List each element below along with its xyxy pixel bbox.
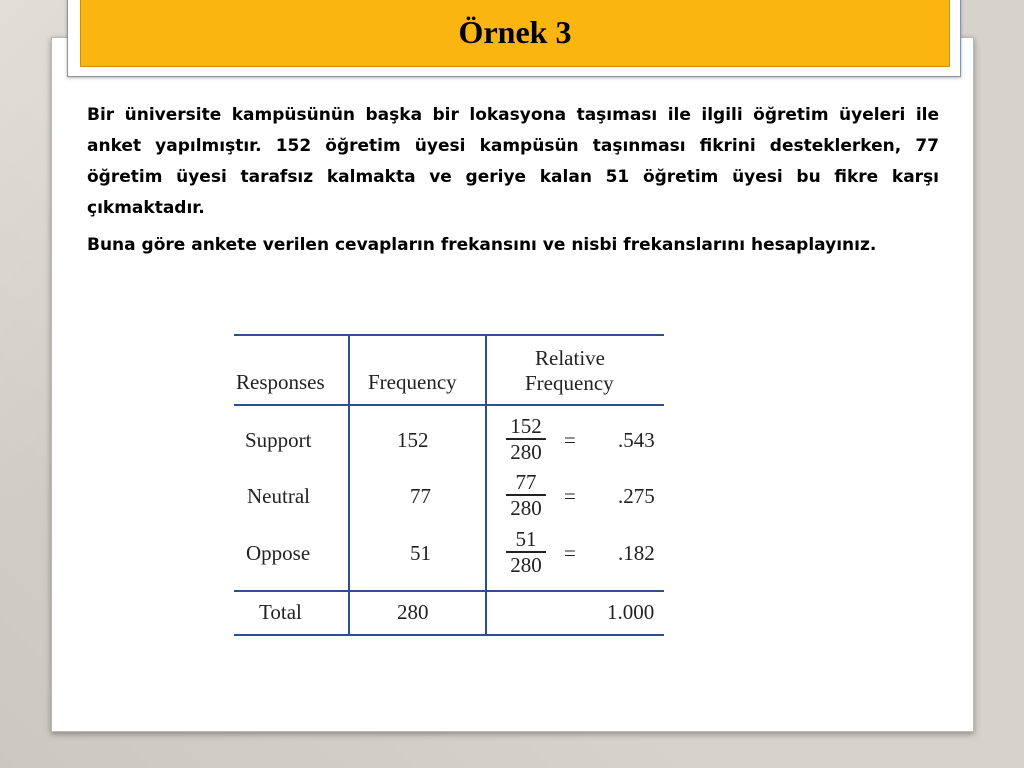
header-responses: Responses — [236, 370, 325, 394]
numerator: 77 — [515, 470, 537, 494]
total-relative: 1.000 — [607, 600, 655, 624]
paragraph-1: Bir üniversite kampüsünün başka bir lokasyona taşıması ile ilgili öğretim üyeleri ile anket yapılmıştır. 152 öğretim üyesi kampüsün taşınması fikrini desteklerken, 77 öğretim üyesi tarafsız kalmakta ve geriye kalan 51 öğretim üyesi bu fikre karşı çıkmaktadır. — [87, 105, 939, 218]
total-frequency: 280 — [397, 600, 429, 624]
numerator: 51 — [515, 527, 537, 551]
header-relative-line2: Frequency — [525, 371, 614, 395]
frequency-neutral: 77 — [410, 484, 431, 508]
equals-sign: = — [564, 428, 576, 452]
title-bar — [80, 0, 950, 67]
fraction-support — [504, 414, 548, 464]
fraction-neutral — [504, 470, 548, 520]
frequency-oppose: 51 — [410, 541, 431, 565]
relative-support: .543 — [618, 428, 655, 452]
response-oppose: Oppose — [246, 541, 311, 565]
col-divider-1 — [348, 334, 350, 636]
denominator: 280 — [510, 552, 542, 577]
paragraph-2: Buna göre ankete verilen cevapların frekansını ve nisbi frekanslarını hesaplayınız. — [87, 235, 877, 255]
slide-title: Örnek 3 — [458, 14, 572, 50]
problem-text — [87, 100, 939, 267]
total-rule — [234, 590, 664, 592]
equals-sign: = — [564, 541, 576, 565]
frequency-support: 152 — [397, 428, 429, 452]
fraction-oppose — [504, 527, 548, 577]
relative-oppose: .182 — [618, 541, 655, 565]
header-frequency: Frequency — [368, 370, 457, 394]
col-divider-2 — [485, 334, 487, 636]
numerator: 152 — [510, 414, 542, 438]
table-bottom-rule — [234, 634, 664, 636]
header-rule — [234, 404, 664, 406]
denominator: 280 — [510, 439, 542, 464]
response-neutral: Neutral — [247, 484, 310, 508]
header-relative-line1: Relative — [535, 346, 605, 370]
relative-neutral: .275 — [618, 484, 655, 508]
equals-sign: = — [564, 484, 576, 508]
total-label: Total — [259, 600, 302, 624]
denominator: 280 — [510, 495, 542, 520]
response-support: Support — [245, 428, 312, 452]
table-top-rule — [234, 334, 664, 336]
frequency-table — [234, 334, 664, 637]
